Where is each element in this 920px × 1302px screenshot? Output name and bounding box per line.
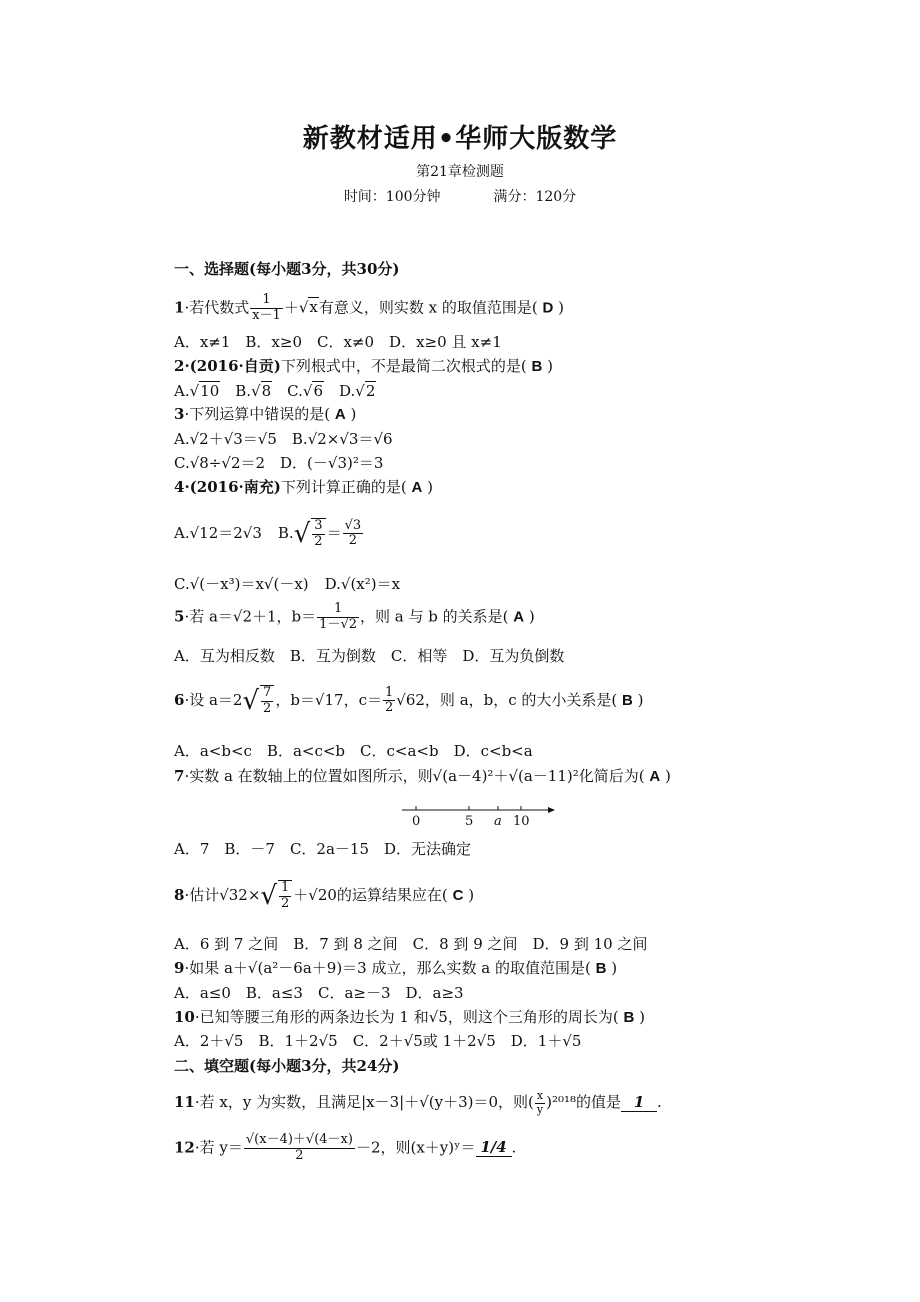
answer-4: A [411, 479, 423, 496]
number-line-axis [400, 800, 560, 830]
question-5: 5·若 a＝√2＋1，b＝ $\frac{1}{1-√2}$ ，则 a 与 b 的关系是( A ) [174, 601, 535, 632]
question-6: 6·设 a＝2√ $\frac{7}{2}$ ，b＝√17，c＝ $\frac{1}{2}$ √62，则 a，b，c 的大小关系是( B ) [174, 684, 644, 716]
options-4-line1: A.√12＝2√3 B.√ $\frac{3}{2}$ ＝ $\frac{√3}{2}$ [174, 517, 362, 549]
options-1: A．x≠1 B．x≥0 C．x≠0 D．x≥0 且 x≠1 [174, 333, 502, 351]
section-choice-title: 一、选择题(每小题3分，共30分) [174, 260, 400, 278]
section-fill-title: 二、填空题(每小题3分，共24分) [174, 1057, 400, 1075]
options-5: A．互为相反数 B．互为倒数 C．相等 D．互为负倒数 [174, 647, 565, 665]
question-7: 7·实数 a 在数轴上的位置如图所示，则√(a－4)²＋√(a－11)²化简后为( A ) [174, 767, 671, 785]
question-9: 9·如果 a＋√(a²－6a＋9)＝3 成立，那么实数 a 的取值范围是( B ) [174, 959, 618, 977]
options-4-line2: C.√(－x³)＝x√(－x) D.√(x²)＝x [174, 575, 401, 593]
question-2: 2·(2016·自贡)下列根式中，不是最简二次根式的是( B ) [174, 357, 553, 375]
full-score: 满分：120分 [493, 189, 577, 205]
time-limit: 时间：100分钟 [343, 189, 441, 205]
options-8: A．6 到 7 之间 B．7 到 8 之间 C．8 到 9 之间 D．9 到 10 之间 [174, 935, 648, 953]
options-2: A.√10 B.√8 C.√6 D.√2 [174, 382, 376, 400]
answer-5: A [513, 608, 525, 626]
answer-11: 1 [621, 1093, 657, 1112]
question-1: 1·若代数式 $\frac{1}{x-1}$ ＋√x有意义，则实数 x 的取值范围是( D ) [174, 292, 564, 323]
document-title: 新教材适用•华师大版数学 [302, 124, 618, 154]
options-3-line1: A.√2＋√3＝√5 B.√2×√3＝√6 [174, 430, 393, 448]
options-10: A．2＋√5 B．1＋2√5 C．2＋√5或 1＋2√5 D．1＋√5 [174, 1032, 582, 1050]
time-score-line [0, 186, 920, 206]
answer-6: B [622, 691, 633, 709]
answer-12: 1/4 [476, 1138, 512, 1157]
answer-9: B [595, 960, 607, 977]
axis-label: 5 [465, 814, 474, 829]
answer-7: A [649, 768, 661, 785]
chapter-subtitle: 第21章检测题 [416, 164, 504, 180]
number-line [400, 800, 560, 830]
axis-label: 10 [513, 814, 530, 829]
question-11: 11·若 x，y 为实数，且满足|x－3|＋√(y＋3)＝0，则( $\frac{x}{y}$ )²⁰¹⁸的值是 1 . [174, 1089, 662, 1116]
answer-3: A [334, 406, 346, 423]
question-8: 8·估计√32×√ $\frac{1}{2}$ ＋√20的运算结果应在( C ) [174, 880, 475, 911]
axis-label: 0 [412, 814, 421, 829]
fraction: $\frac{1}{x-1}$ [252, 292, 281, 323]
answer-8: C [452, 886, 464, 904]
question-3: 3·下列运算中错误的是( A ) [174, 405, 357, 423]
options-3-line2: C.√8÷√2＝2 D．(－√3)²＝3 [174, 454, 384, 472]
answer-2: B [531, 358, 543, 375]
answer-10: B [623, 1009, 635, 1026]
question-12: 12·若 y＝ $\frac{√(x-4)+√(4-x)}{2}$ －2，则(x＋y)ʸ＝ 1/4 . [174, 1132, 517, 1163]
question-4: 4·(2016·南充)下列计算正确的是( A ) [174, 478, 433, 496]
axis-label: a [494, 814, 502, 829]
answer-1: D [542, 299, 554, 317]
options-9: A．a≤0 B．a≤3 C．a≥－3 D．a≥3 [174, 984, 464, 1002]
question-10: 10·已知等腰三角形的两条边长为 1 和√5，则这个三角形的周长为( B ) [174, 1008, 645, 1026]
options-6: A．a<b<c B．a<c<b C．c<a<b D．c<b<a [174, 742, 533, 760]
options-7: A．7 B．－7 C．2a－15 D．无法确定 [174, 840, 472, 858]
